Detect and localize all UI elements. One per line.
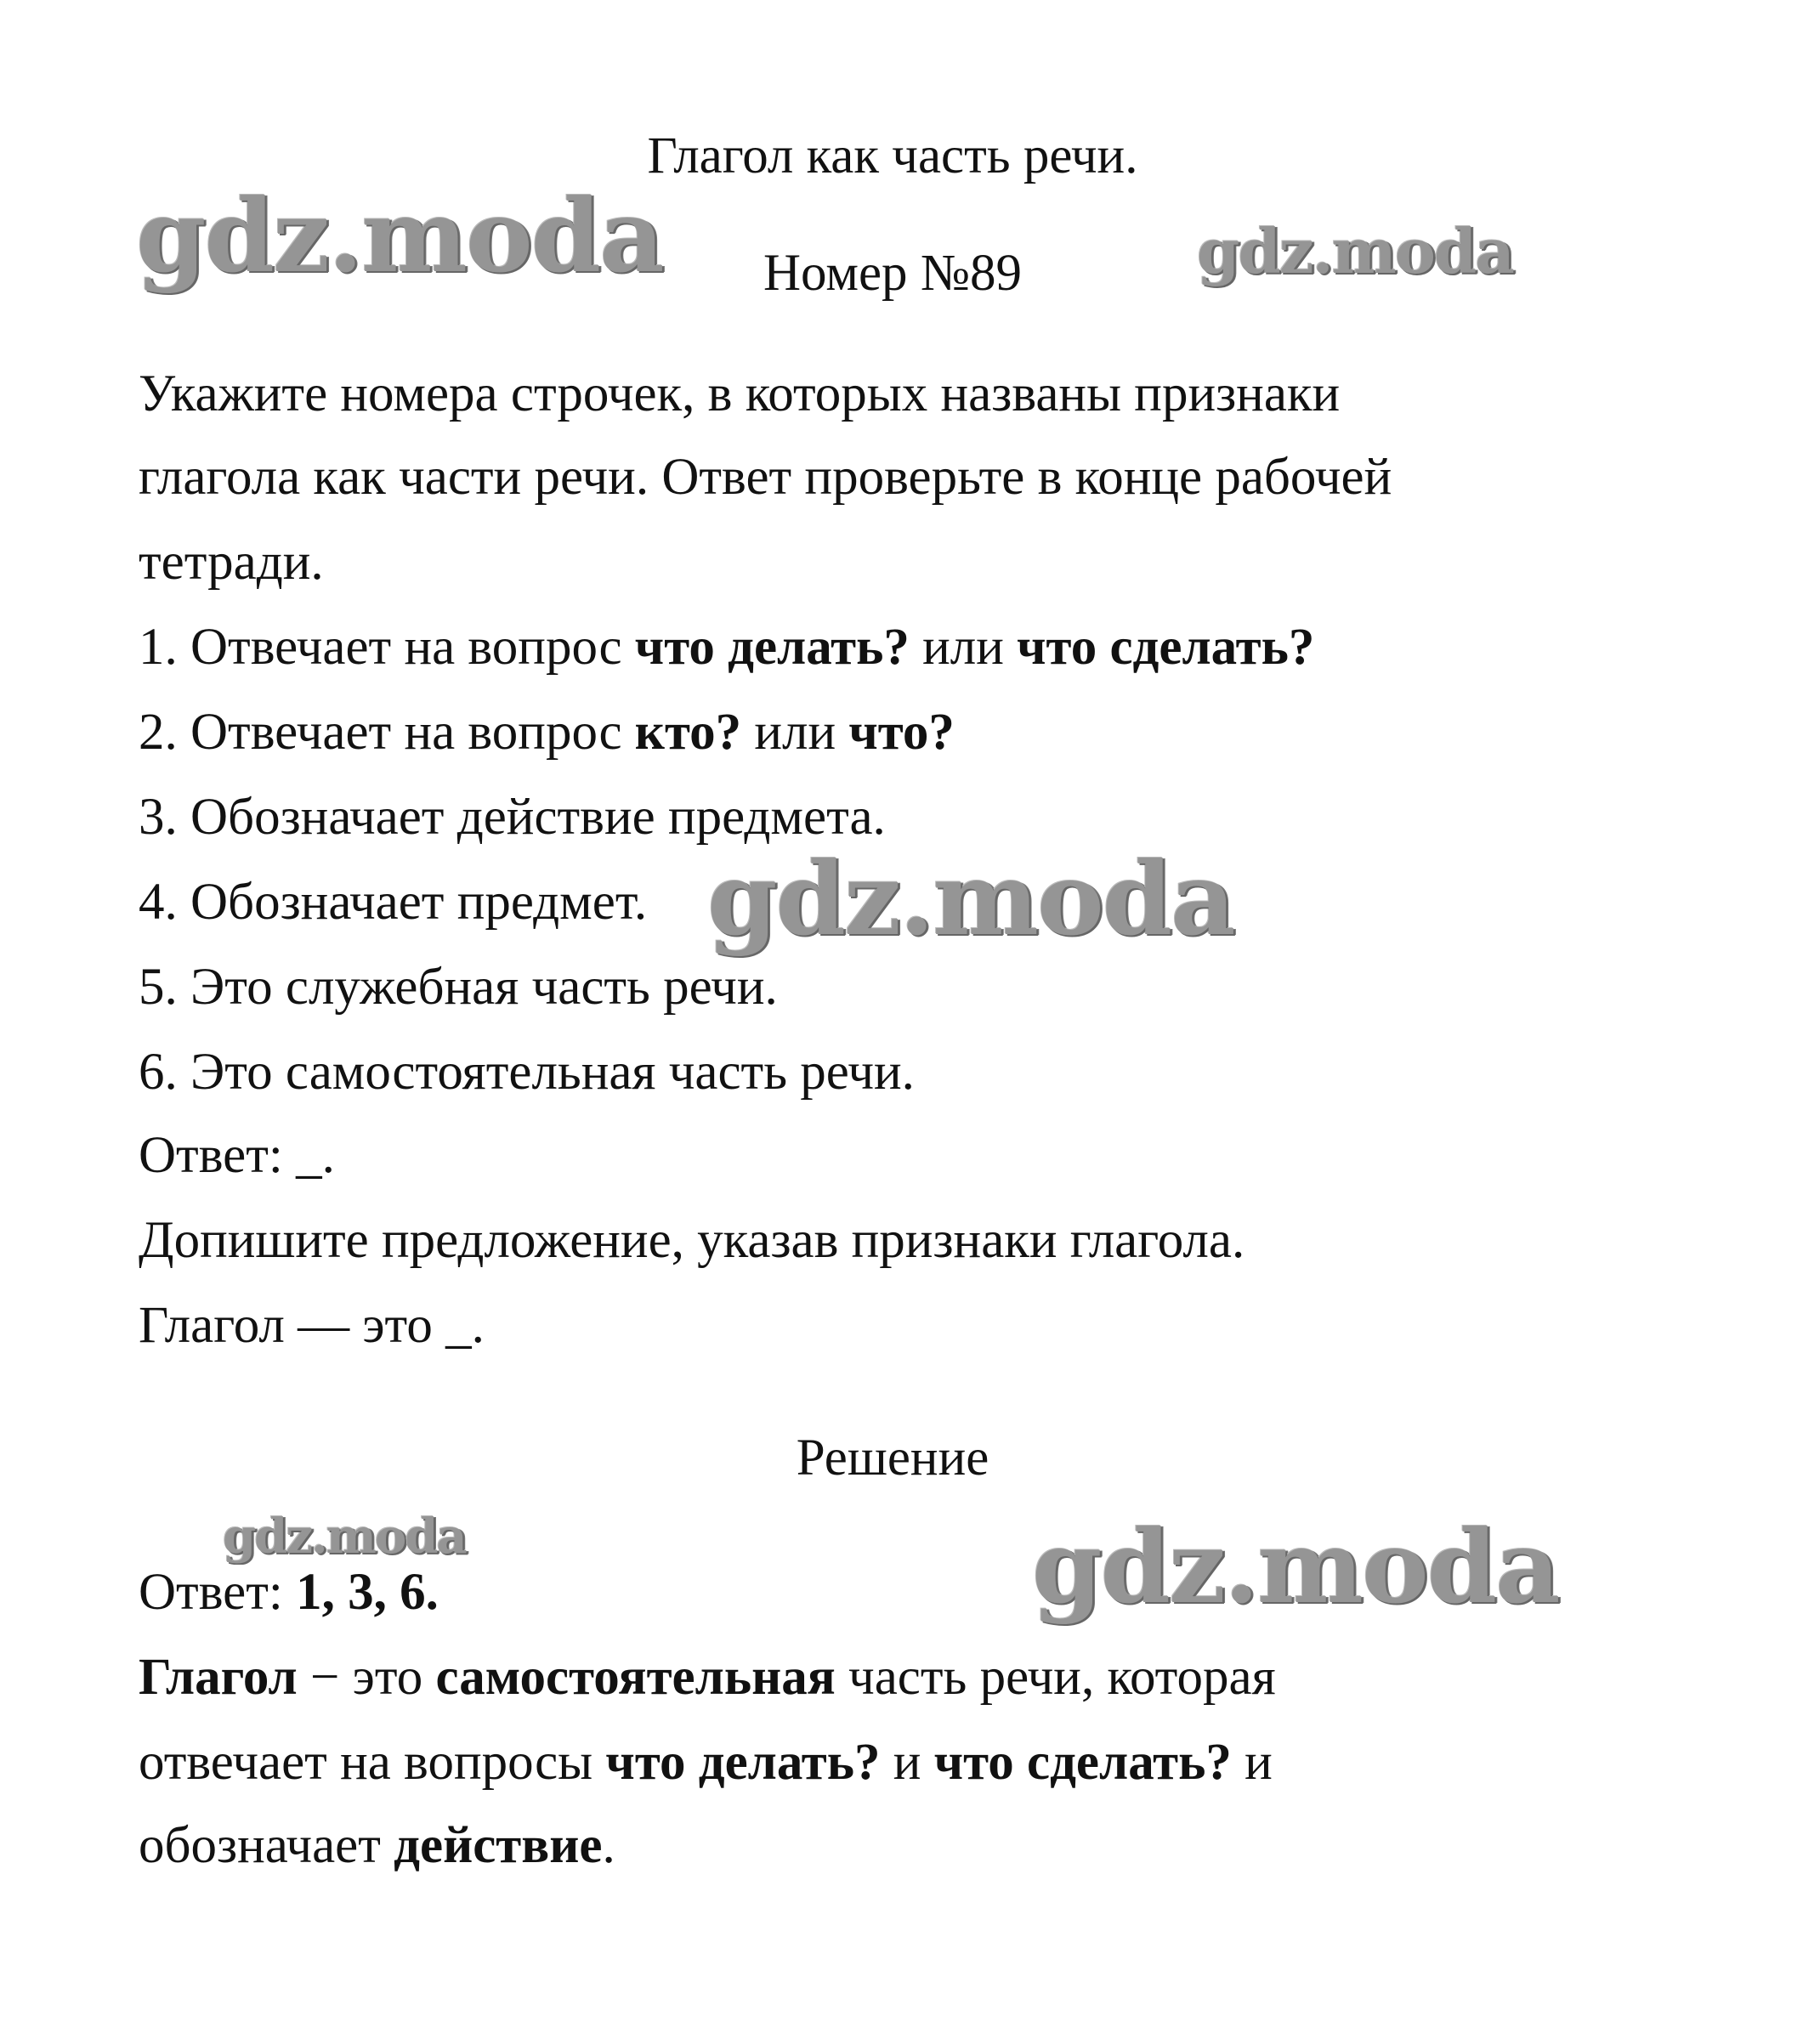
task-intro-line-3: тетради.	[139, 534, 324, 591]
definition-line-3: обозначает действие.	[139, 1817, 615, 1874]
page-title: Глагол как часть речи.	[647, 127, 1138, 184]
watermark-logo: gdz.moda	[707, 840, 1234, 958]
solution-answer: Ответ: 1, 3, 6.	[139, 1564, 439, 1621]
list-item-3: 3. Обозначает действие предмета.	[139, 789, 886, 846]
watermark-logo: gdz.moda	[1197, 215, 1513, 287]
list-item-6: 6. Это самостоятельная часть речи.	[139, 1044, 915, 1101]
definition-line-1: Глагол − это самостоятельная часть речи, которая	[139, 1649, 1276, 1706]
list-item-1: 1. Отвечает на вопрос что делать? или что сделать?	[139, 619, 1315, 676]
verb-blank: Глагол — это _.	[139, 1297, 485, 1354]
answer-blank: Ответ: _.	[139, 1127, 335, 1184]
complete-prompt: Допишите предложение, указав признаки глагола.	[139, 1212, 1245, 1269]
solution-heading: Решение	[796, 1430, 989, 1486]
task-intro-line-1: Укажите номера строчек, в которых названы признаки	[139, 365, 1341, 422]
list-item-5: 5. Это служебная часть речи.	[139, 959, 778, 1016]
list-item-4: 4. Обозначает предмет.	[139, 874, 648, 931]
task-number: Номер №89	[763, 245, 1023, 302]
list-item-2: 2. Отвечает на вопрос кто? или что?	[139, 704, 955, 761]
task-intro-line-2: глагола как части речи. Ответ проверьте в конце рабочей	[139, 449, 1392, 506]
definition-line-2: отвечает на вопросы что делать? и что сделать? и	[139, 1734, 1273, 1791]
watermark-logo: gdz.moda	[223, 1509, 466, 1565]
watermark-logo: gdz.moda	[1032, 1508, 1559, 1626]
watermark-logo: gdz.moda	[136, 177, 663, 295]
